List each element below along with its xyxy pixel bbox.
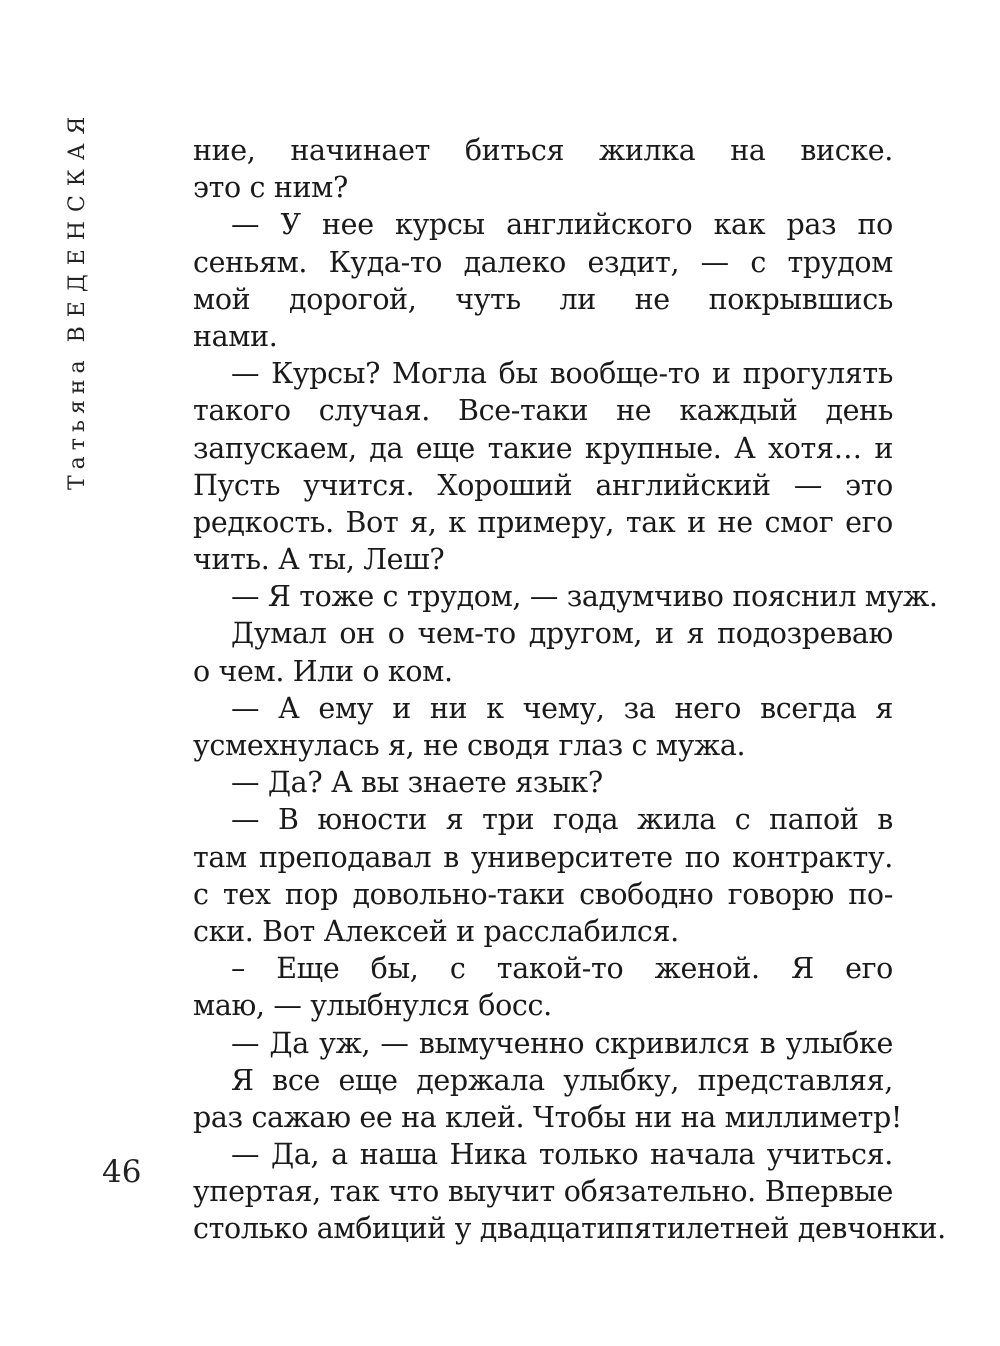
running-head-text [58,107,98,490]
text-line: чить. А ты, Леш? [193,543,445,577]
text-line: мой дорогой, чуть ли не покрывшись [193,282,893,316]
text-line: сеньям. Куда-то далеко ездит, — с трудом [193,245,893,279]
text-line: нами. [193,319,278,353]
text-line: там преподавал в университете по контракту. [193,840,893,874]
text-line: — Курсы? Могла бы вообще-то и прогулять [231,357,893,391]
text-line: маю, — улыбнулся босс. [193,989,552,1023]
page-number: 46 [102,1154,142,1190]
text-line: упертая, так что выучит обязательно. Впервые [193,1175,893,1209]
text-line: с тех пор довольно-таки свободно говорю по- [193,877,893,911]
running-head [65,107,138,490]
text-line: такого случая. Все-таки не каждый день [193,394,893,428]
text-line: Я все еще держала улыбку, представляя, [231,1063,893,1097]
text-line: — А ему и ни к чему, за него всегда я [231,691,893,725]
text-line: это с ним? [193,171,348,205]
text-line: — У нее курсы английского как раз по [231,208,893,242]
text-line: Думал он о чем-то другом, и я подозреваю [231,617,893,651]
text-line: – Еще бы, с такой-то женой. Я его [231,952,893,986]
text-line: ние, начинает биться жилка на виске. [193,134,893,167]
text-line: редкость. Вот я, к примеру, так и не смог его [193,505,893,539]
text-line: раз сажаю ее на клей. Чтобы ни на миллиметр! [193,1100,903,1134]
body-text [193,132,946,1248]
text-line: усмехнулась я, не сводя глаз с мужа. [193,729,746,762]
text-line: — Да? А вы знаете язык? [231,766,603,800]
text-line: о чем. Или о ком. [193,654,453,688]
text-line: — В юности я три года жила с папой в [231,803,893,837]
text-line: — Да уж, — вымученно скривился в улыбке [231,1026,893,1060]
text-line: столько амбиций у двадцатипятилетней девчонки. [193,1212,946,1246]
author-last-name: ВЕДЕНСКАЯ [65,107,90,343]
text-line: запускаем, да еще такие крупные. А хотя… и [193,431,893,465]
author-first-name: Татьяна [65,354,90,490]
text-line: — Да, а наша Ника только начала учиться. [231,1138,893,1172]
text-line: ски. Вот Алексей и расслабился. [193,914,679,948]
text-line: — Я тоже с трудом, — задумчиво пояснил муж. [231,580,938,614]
text-line: Пусть учится. Хороший английский — это [193,468,893,502]
